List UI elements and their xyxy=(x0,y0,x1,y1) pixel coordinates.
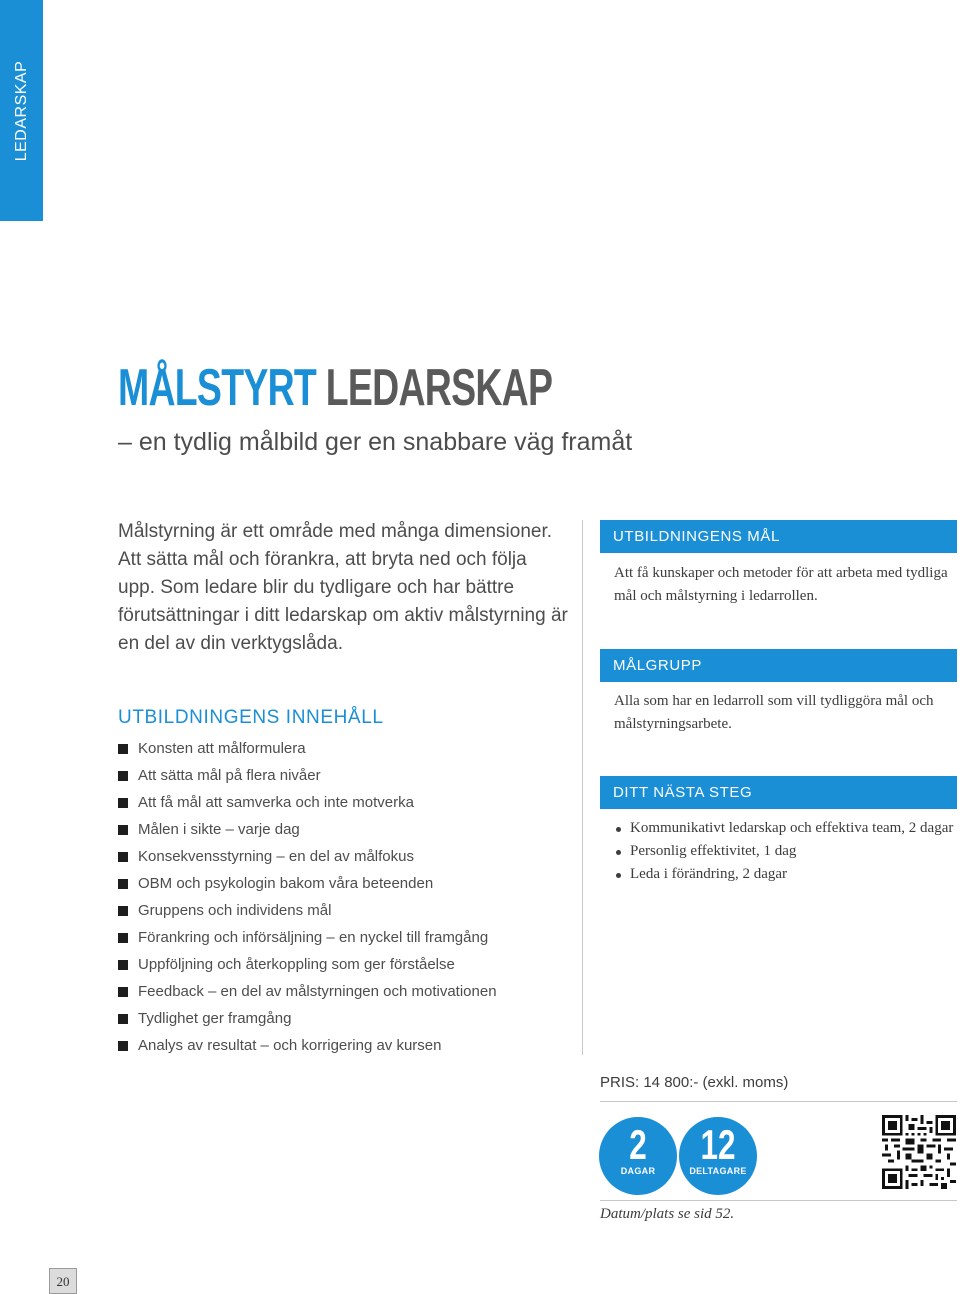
participants-badge xyxy=(679,1117,757,1195)
list-item: Personlig effektivitet, 1 dag xyxy=(614,840,954,863)
page-number: 20 xyxy=(49,1268,77,1294)
section-tab xyxy=(0,0,43,221)
square-bullet-icon xyxy=(118,906,128,916)
participants-number: 12 xyxy=(700,1121,736,1168)
square-bullet-icon xyxy=(118,987,128,997)
days-badge xyxy=(599,1117,677,1195)
price-divider xyxy=(600,1101,957,1102)
square-bullet-icon xyxy=(118,852,128,862)
intro-paragraph: Målstyrning är ett område med många dimensioner. Att sätta mål och förankra, att bryta ned och följa upp. Som ledare blir du tydligare och har bättre förutsättningar i ditt ledarskap om aktiv målstyrning är en del av din verktygslåda. xyxy=(118,521,568,654)
bullet-icon xyxy=(616,827,621,832)
audience-heading: MÅLGRUPP xyxy=(600,649,957,682)
square-bullet-icon xyxy=(118,1041,128,1051)
participants-unit: DELTAGARE xyxy=(689,1166,747,1176)
list-item: Feedback – en del av målstyrningen och motivationen xyxy=(118,981,497,1008)
square-bullet-icon xyxy=(118,744,128,754)
square-bullet-icon xyxy=(118,798,128,808)
square-bullet-icon xyxy=(118,771,128,781)
list-item: Gruppens och individens mål xyxy=(118,900,497,927)
list-item: Konsten att målformulera xyxy=(118,738,497,765)
days-unit: DAGAR xyxy=(620,1166,656,1176)
dates-divider xyxy=(600,1200,957,1201)
next-step-list xyxy=(614,817,954,886)
dates-note: Datum/plats se sid 52. xyxy=(600,1206,735,1222)
page-title xyxy=(118,352,552,424)
list-item: Uppföljning och återkoppling som ger förståelse xyxy=(118,954,497,981)
list-item: Kommunikativt ledarskap och effektiva team, 2 dagar xyxy=(614,817,954,840)
bullet-icon xyxy=(616,850,621,855)
square-bullet-icon xyxy=(118,1014,128,1024)
list-item: Målen i sikte – varje dag xyxy=(118,819,497,846)
list-item: Tydlighet ger framgång xyxy=(118,1008,497,1035)
goals-text: Att få kunskaper och metoder för att arbeta med tydliga mål och målstyrning i ledarrollen. xyxy=(614,565,948,604)
price: PRIS: 14 800:- (exkl. moms) xyxy=(600,1074,789,1091)
list-item: Att få mål att samverka och inte motverka xyxy=(118,792,497,819)
subtitle: – en tydlig målbild ger en snabbare väg framåt xyxy=(118,428,633,456)
square-bullet-icon xyxy=(118,933,128,943)
list-item: OBM och psykologin bakom våra beteenden xyxy=(118,873,497,900)
audience-text: Alla som har en ledarroll som vill tydliggöra mål och målstyrningsarbete. xyxy=(614,693,934,732)
title-part-2: LEDARSKAP xyxy=(325,359,553,417)
list-item: Leda i förändring, 2 dagar xyxy=(614,863,954,886)
list-item: Att sätta mål på flera nivåer xyxy=(118,765,497,792)
square-bullet-icon xyxy=(118,960,128,970)
list-item: Förankring och införsäljning – en nyckel till framgång xyxy=(118,927,497,954)
square-bullet-icon xyxy=(118,879,128,889)
next-step-heading: DITT NÄSTA STEG xyxy=(600,776,957,809)
list-item: Analys av resultat – och korrigering av kursen xyxy=(118,1035,497,1062)
title-part-1: MÅLSTYRT xyxy=(118,359,317,417)
goals-heading: UTBILDNINGENS MÅL xyxy=(600,520,957,553)
days-number: 2 xyxy=(629,1121,647,1168)
bullet-icon xyxy=(616,873,621,878)
contents-heading: UTBILDNINGENS INNEHÅLL xyxy=(118,707,384,728)
list-item: Konsekvensstyrning – en del av målfokus xyxy=(118,846,497,873)
qr-code-icon xyxy=(882,1115,956,1189)
contents-list xyxy=(118,738,497,1062)
section-tab-label: LEDARSKAP xyxy=(12,60,30,161)
column-divider xyxy=(582,520,583,1055)
square-bullet-icon xyxy=(118,825,128,835)
